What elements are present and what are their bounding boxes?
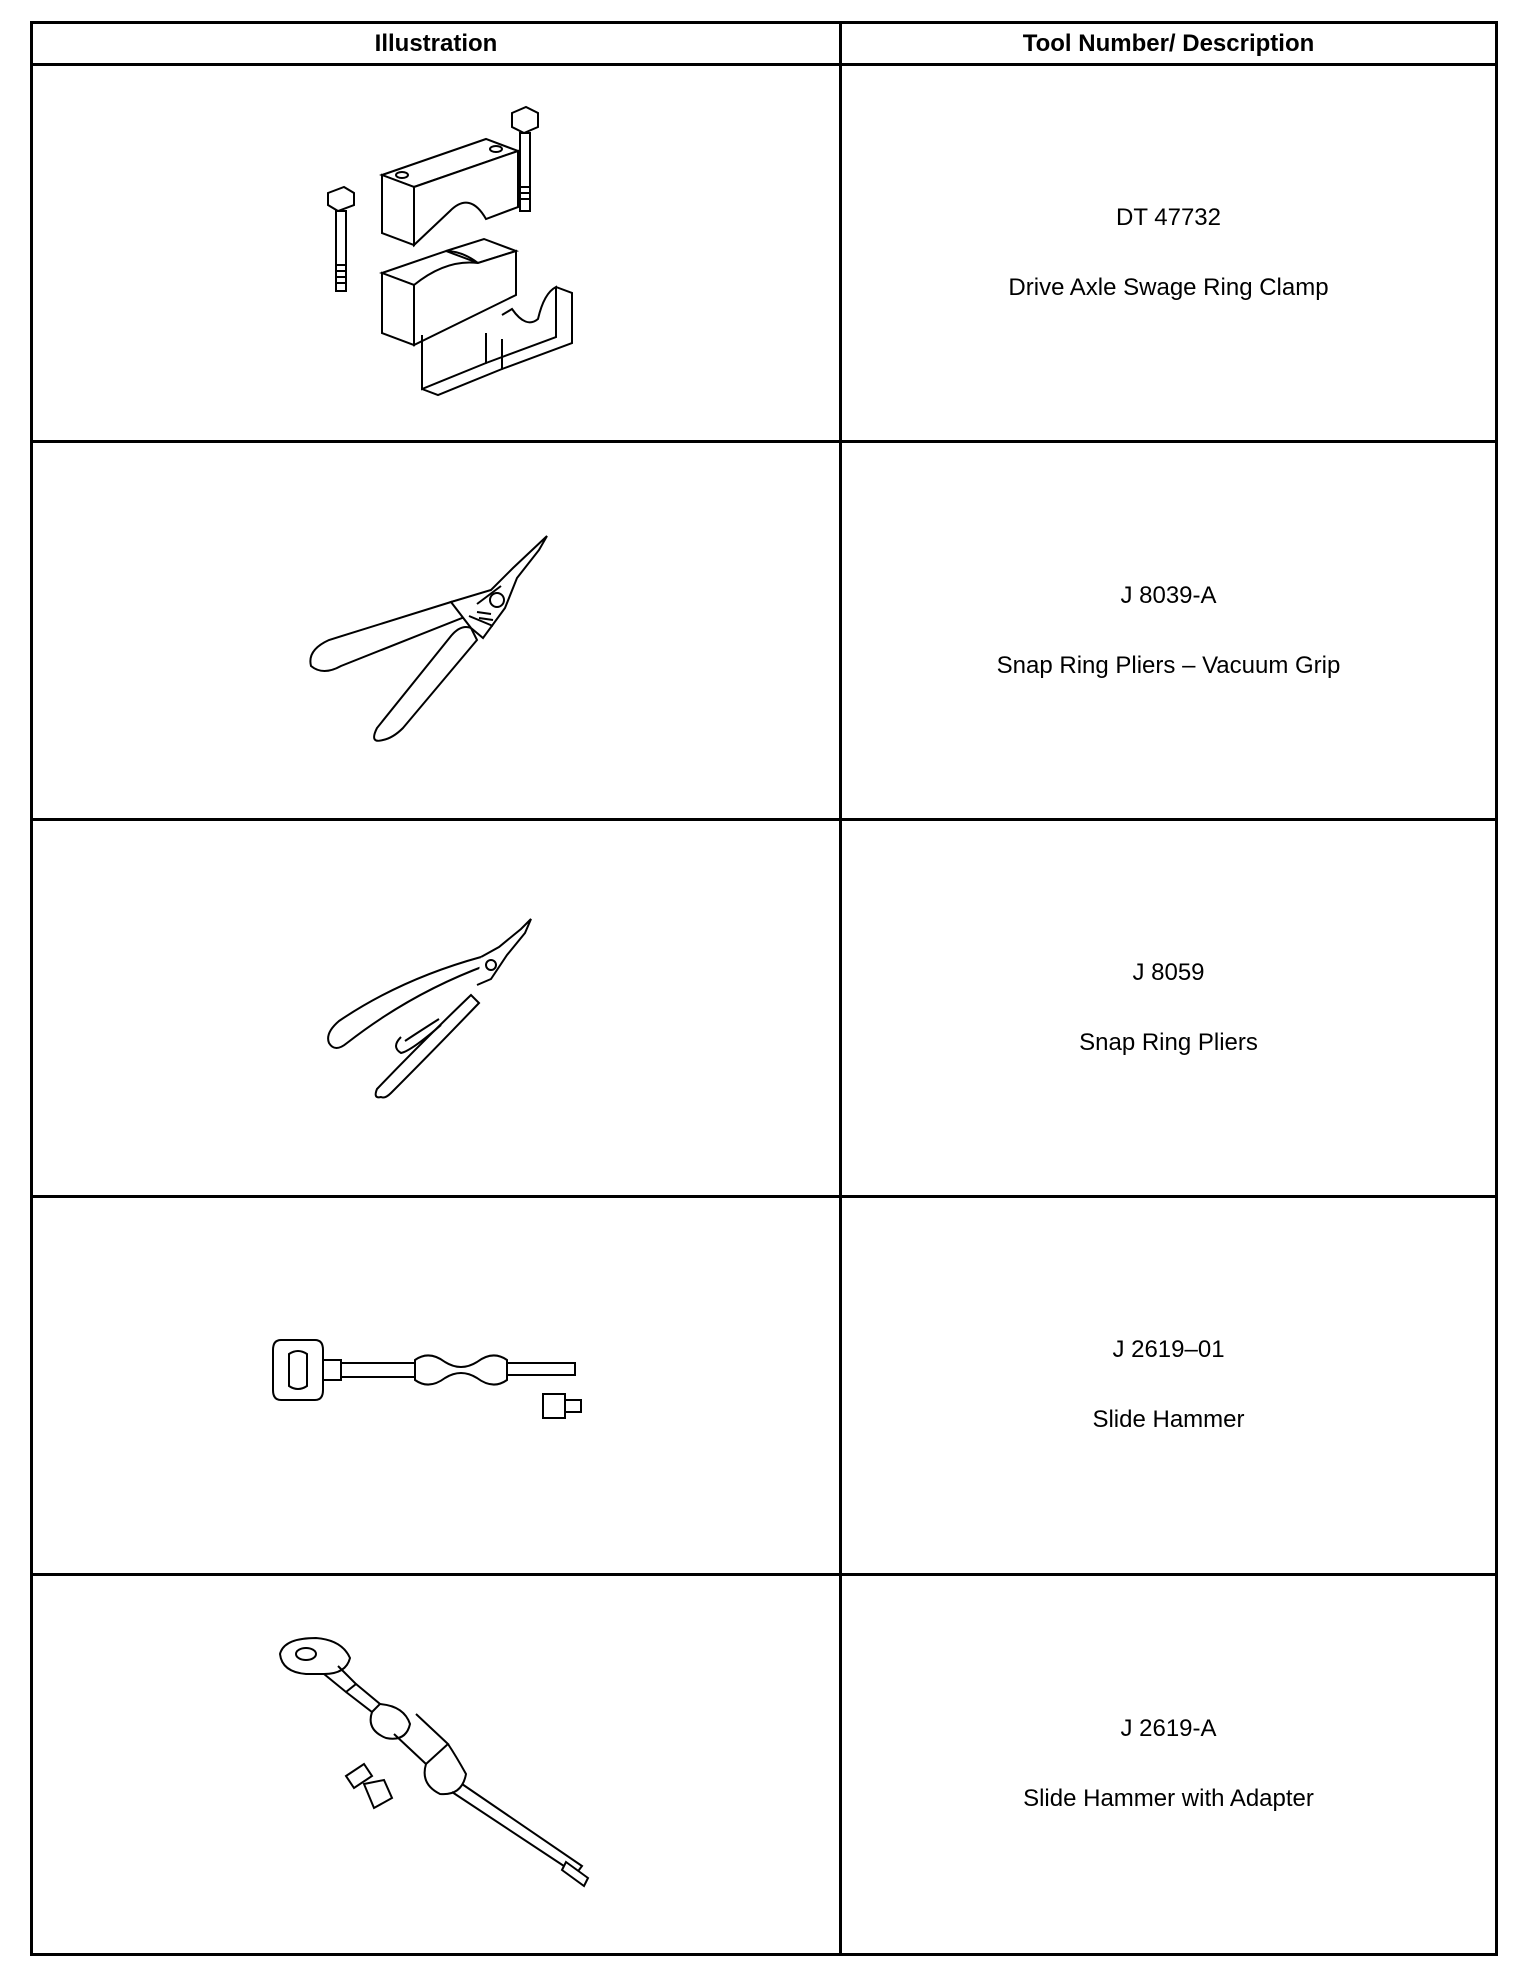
illustration-cell <box>33 66 842 443</box>
special-tools-table <box>30 21 1498 1956</box>
tool-number: J 8039-A <box>1120 581 1217 609</box>
tool-description-cell <box>842 821 1495 1198</box>
illustration-cell <box>33 1198 842 1575</box>
tool-number: J 2619-A <box>1120 1715 1217 1743</box>
snap-ring-pliers-icon <box>321 913 551 1103</box>
slide-hammer-icon <box>271 1330 601 1440</box>
swage-ring-clamp-icon <box>286 83 586 423</box>
tool-description-cell <box>842 1576 1495 1953</box>
tool-description: Snap Ring Pliers – Vacuum Grip <box>996 651 1341 679</box>
tool-description-cell <box>842 66 1495 443</box>
header-tool-description: Tool Number/ Description <box>842 24 1495 66</box>
tool-description: Drive Axle Swage Ring Clamp <box>1008 274 1329 302</box>
illustration-cell <box>33 1576 842 1953</box>
snap-ring-pliers-vacuum-grip-icon <box>301 516 571 746</box>
tool-number: J 2619–01 <box>1112 1336 1225 1364</box>
illustration-cell <box>33 443 842 820</box>
tool-description-cell <box>842 443 1495 820</box>
illustration-cell <box>33 821 842 1198</box>
header-illustration: Illustration <box>33 24 842 66</box>
tool-description-cell <box>842 1198 1495 1575</box>
tool-description: Slide Hammer with Adapter <box>1023 1785 1314 1813</box>
tool-description: Slide Hammer <box>1092 1406 1245 1434</box>
tool-description: Snap Ring Pliers <box>1079 1028 1258 1056</box>
slide-hammer-adapter-icon <box>276 1634 596 1894</box>
tool-number: J 8059 <box>1132 958 1205 986</box>
tool-number: DT 47732 <box>1116 204 1221 232</box>
